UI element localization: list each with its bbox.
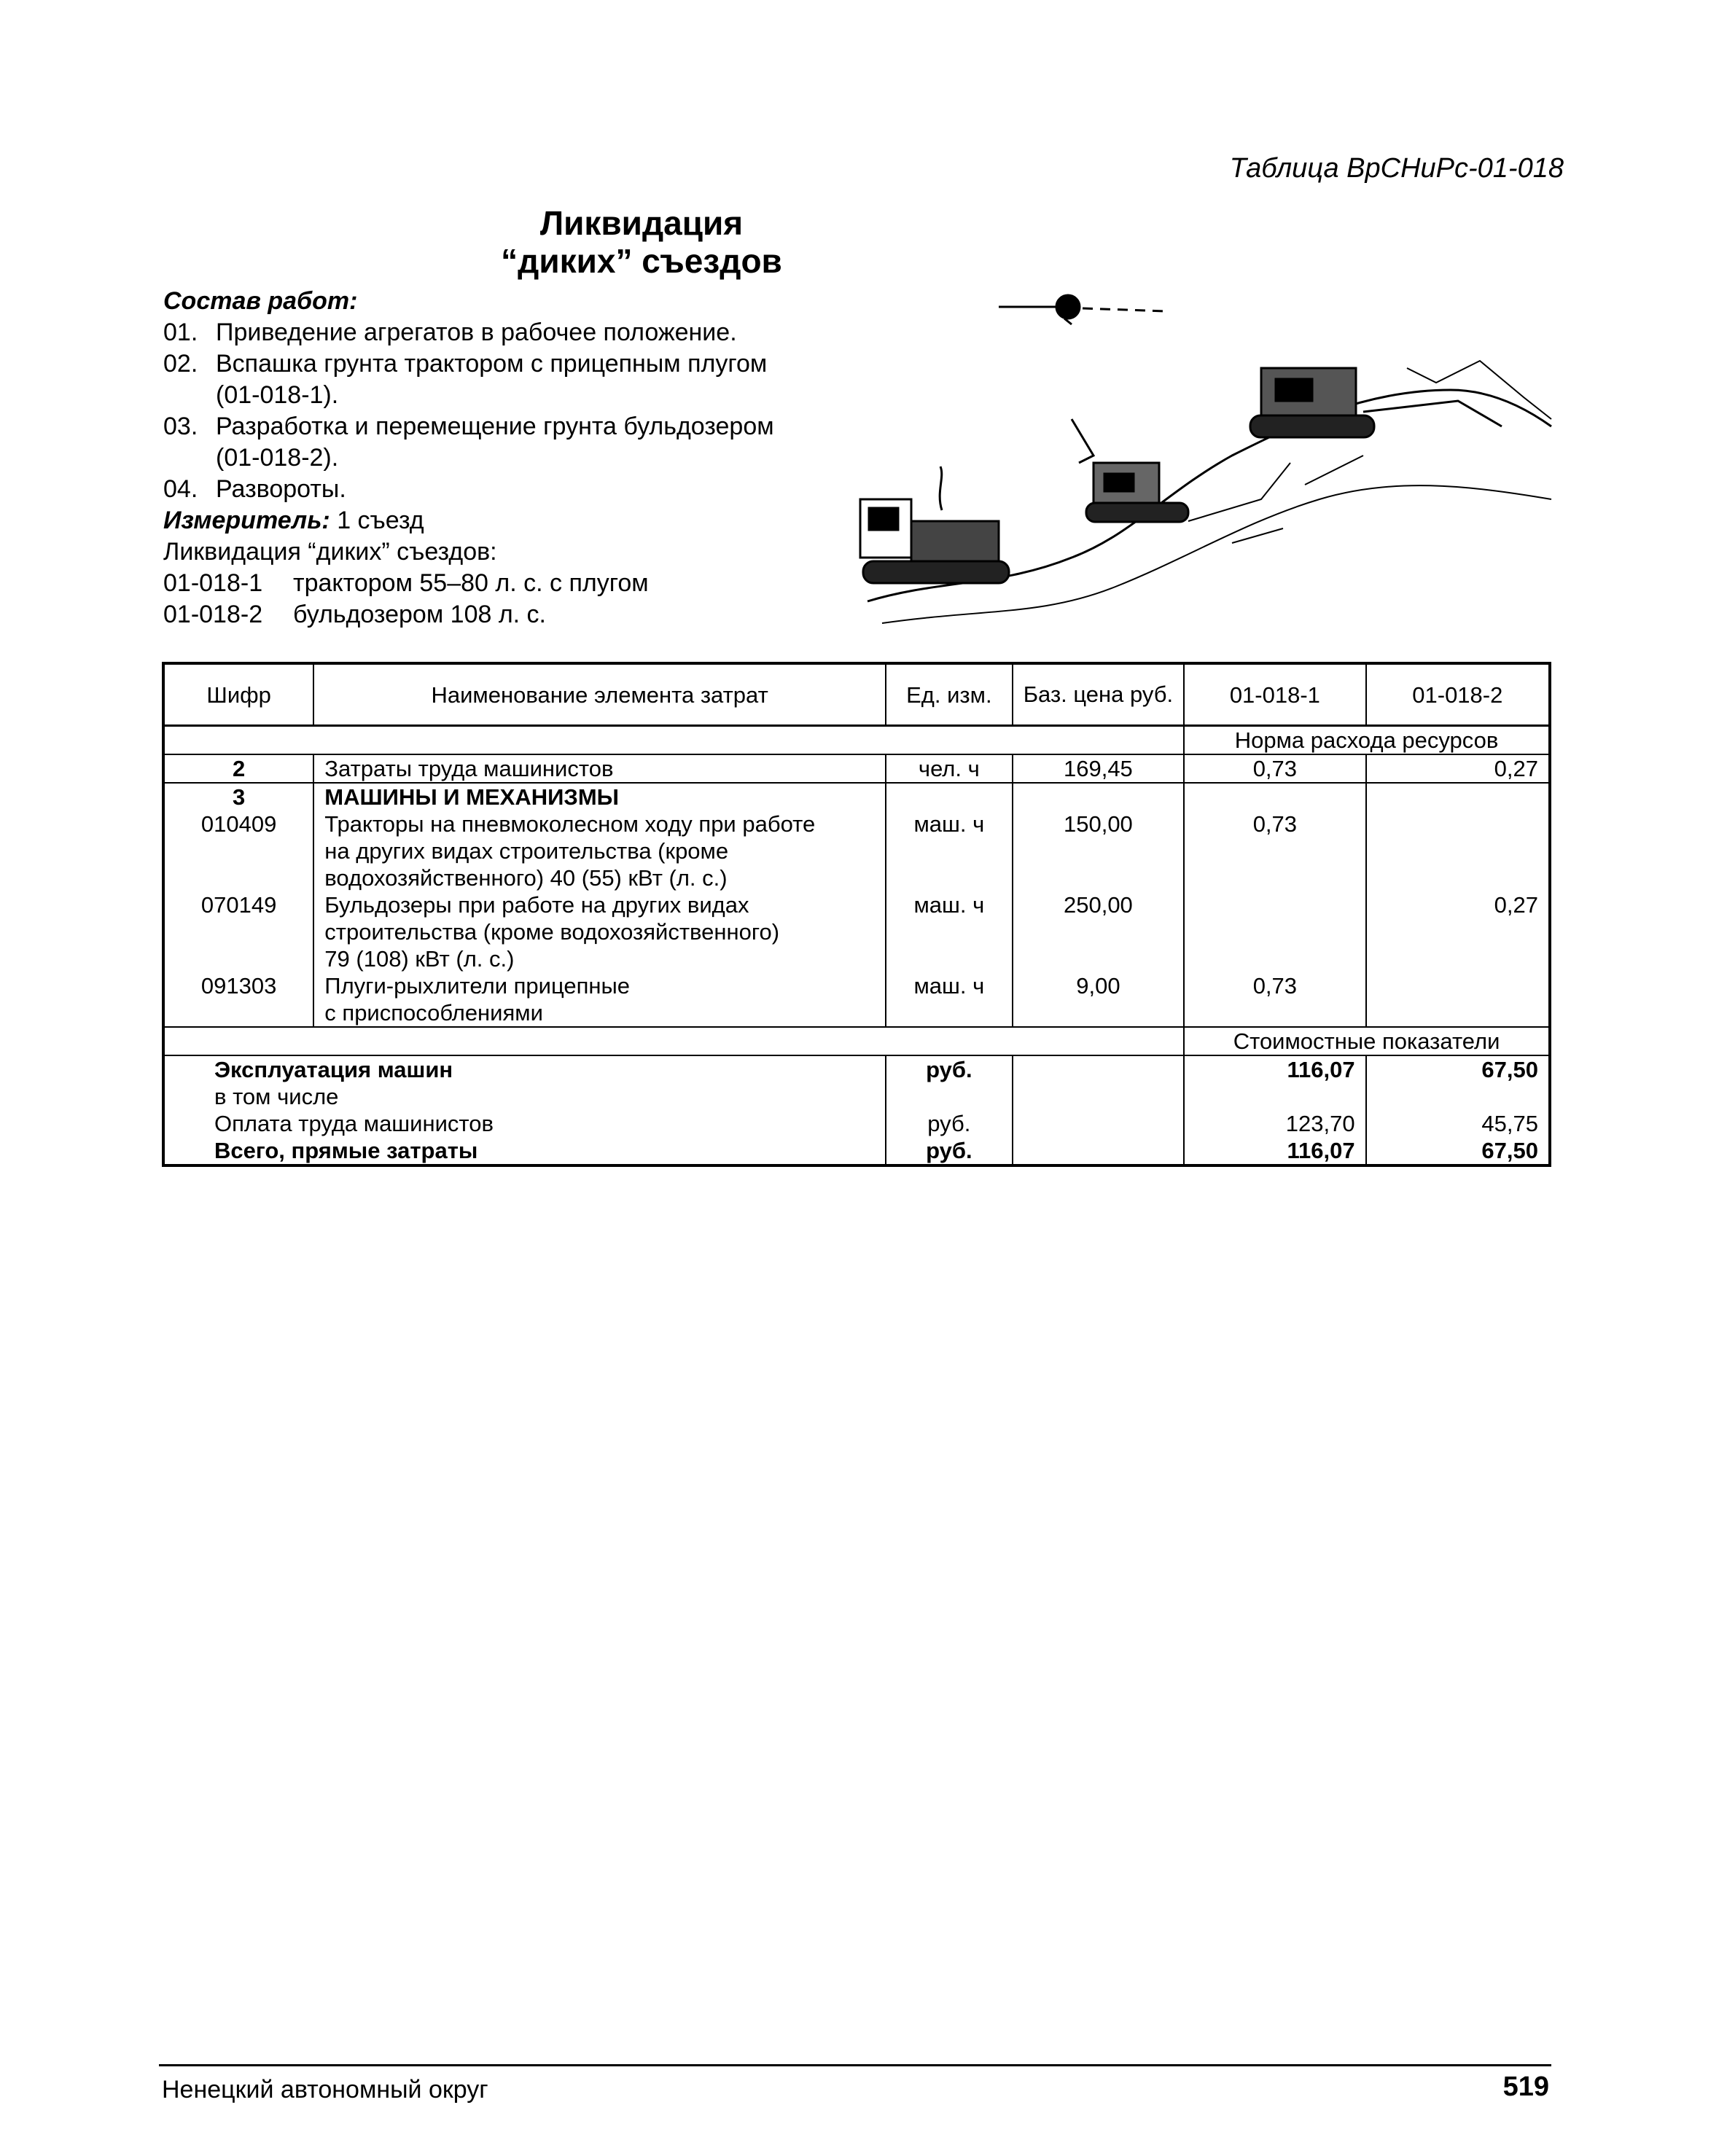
total-name: Оплата труда машинистов — [214, 1111, 494, 1136]
band-spacer — [163, 726, 1184, 755]
work-item-number: 03. — [163, 413, 198, 440]
row-code: 070149 — [200, 892, 277, 918]
variant-text: бульдозером 108 л. с. — [293, 601, 547, 628]
work-description — [163, 286, 863, 630]
title-line-2: “диких” съездов — [501, 242, 782, 280]
total-row — [163, 1055, 1550, 1083]
bulldozer-illustration — [853, 281, 1553, 630]
total-value-2: 45,75 — [1366, 1110, 1550, 1137]
row-code: 2 — [163, 754, 313, 783]
row-unit: чел. ч — [886, 754, 1013, 783]
header-price: Баз. цена руб. — [1013, 663, 1184, 726]
total-value-2: 67,50 — [1366, 1137, 1550, 1165]
total-name: Всего, прямые затраты — [214, 1138, 478, 1163]
variant-code: 01-018-1 — [163, 569, 263, 597]
work-label: Состав работ: — [163, 287, 358, 315]
page-number: 519 — [1502, 2071, 1549, 2102]
row-unit: маш. ч — [886, 972, 1013, 1027]
title-line-1: Ликвидация — [539, 204, 744, 242]
table-reference: Таблица ВрСНиРс-01-018 — [1229, 153, 1564, 184]
row-value-1 — [1184, 891, 1366, 972]
row-code: 010409 — [200, 811, 277, 837]
table-row — [163, 972, 1550, 1027]
total-unit: руб. — [886, 1137, 1013, 1165]
row-name-line: Бульдозеры при работе на других видах — [324, 892, 749, 918]
plane-sketch — [999, 295, 1166, 324]
row-unit: маш. ч — [886, 811, 1013, 891]
row-unit: маш. ч — [886, 891, 1013, 972]
row-name-line: Плуги-рыхлители прицепные — [324, 973, 631, 999]
work-item-number: 04. — [163, 475, 198, 503]
header-code: Шифр — [163, 663, 313, 726]
band-row-resources — [163, 726, 1550, 755]
header-col-1: 01-018-1 — [1184, 663, 1366, 726]
table-row — [163, 891, 1550, 972]
row-name — [313, 891, 886, 972]
row-name — [313, 811, 886, 891]
measure-label: Измеритель: — [163, 507, 330, 534]
row-name — [313, 972, 886, 1027]
total-row — [163, 1137, 1550, 1165]
total-unit: руб. — [886, 1110, 1013, 1137]
section-name: МАШИНЫ И МЕХАНИЗМЫ — [313, 783, 886, 811]
work-item-continuation: (01-018-1). — [216, 381, 339, 409]
row-code: 091303 — [200, 973, 277, 999]
total-value-1: 116,07 — [1184, 1055, 1366, 1083]
band-row-costs — [163, 1027, 1550, 1055]
variant-code: 01-018-2 — [163, 601, 263, 628]
row-value-1: 0,73 — [1184, 754, 1366, 783]
ground-and-hill — [868, 390, 1551, 623]
row-name-line: 79 (108) кВт (л. с.) — [324, 946, 515, 972]
variant-text: трактором 55–80 л. с. с плугом — [293, 569, 649, 597]
variant-line — [163, 599, 863, 630]
work-item-text: Разработка и перемещение грунта бульдозером — [216, 413, 774, 440]
work-item-number: 02. — [163, 350, 198, 378]
work-item-text: Приведение агрегатов в рабочее положение. — [216, 319, 737, 346]
row-value-2 — [1366, 811, 1550, 891]
work-item — [163, 348, 863, 380]
row-name-line: Тракторы на пневмоколесном ходу при работе — [324, 811, 816, 837]
row-name: Затраты труда машинистов — [313, 754, 886, 783]
band-spacer — [163, 1027, 1184, 1055]
variants-title: Ликвидация “диких” съездов: — [163, 538, 497, 566]
work-item-text: Развороты. — [216, 475, 346, 503]
total-name: в том числе — [214, 1084, 339, 1109]
bulldozer-left — [860, 466, 1009, 583]
row-price: 169,45 — [1013, 754, 1184, 783]
total-row — [163, 1110, 1550, 1137]
cost-table — [162, 662, 1551, 1167]
row-value-1: 0,73 — [1184, 811, 1366, 891]
band-label: Стоимостные показатели — [1184, 1027, 1550, 1055]
total-name: Эксплуатация машин — [214, 1057, 453, 1082]
work-item-number: 01. — [163, 319, 198, 346]
work-item — [163, 317, 863, 348]
row-name-line: с приспособлениями — [324, 1000, 543, 1026]
table-row — [163, 811, 1550, 891]
bulldozer-middle — [1072, 419, 1188, 522]
measure-value: 1 съезд — [337, 507, 424, 534]
footer-divider — [159, 2064, 1551, 2066]
row-name-line: водохозяйственного) 40 (55) кВт (л. с.) — [324, 865, 728, 891]
work-item-text: Вспашка грунта трактором с прицепным плугом — [216, 350, 768, 378]
total-unit: руб. — [886, 1055, 1013, 1083]
variant-line — [163, 568, 863, 599]
row-price: 9,00 — [1013, 972, 1184, 1027]
section-code: 3 — [233, 784, 246, 810]
row-name-line: на других видах строительства (кроме — [324, 838, 729, 864]
total-row — [163, 1083, 1550, 1110]
row-value-2 — [1366, 972, 1550, 1027]
header-unit: Ед. изм. — [886, 663, 1013, 726]
work-item — [163, 411, 863, 442]
measure-line — [163, 505, 863, 536]
table-row — [163, 754, 1550, 783]
footer-region: Ненецкий автономный округ — [162, 2076, 488, 2104]
header-name: Наименование элемента затрат — [313, 663, 886, 726]
header-col-2: 01-018-2 — [1366, 663, 1550, 726]
total-value-1: 123,70 — [1184, 1110, 1366, 1137]
page-title — [437, 204, 846, 280]
band-label: Норма расхода ресурсов — [1184, 726, 1550, 755]
total-value-2: 67,50 — [1366, 1055, 1550, 1083]
total-value-1: 116,07 — [1184, 1137, 1366, 1165]
row-value-2: 0,27 — [1366, 754, 1550, 783]
bulldozer-right — [1250, 361, 1551, 437]
row-value-1: 0,73 — [1184, 972, 1366, 1027]
section-row — [163, 783, 1550, 811]
table-header-row — [163, 663, 1550, 726]
row-name-line: строительства (кроме водохозяйственного) — [324, 919, 780, 945]
row-price: 150,00 — [1013, 811, 1184, 891]
row-value-2: 0,27 — [1366, 891, 1550, 972]
work-item-continuation: (01-018-2). — [216, 444, 339, 472]
work-item — [163, 474, 863, 505]
row-price: 250,00 — [1013, 891, 1184, 972]
